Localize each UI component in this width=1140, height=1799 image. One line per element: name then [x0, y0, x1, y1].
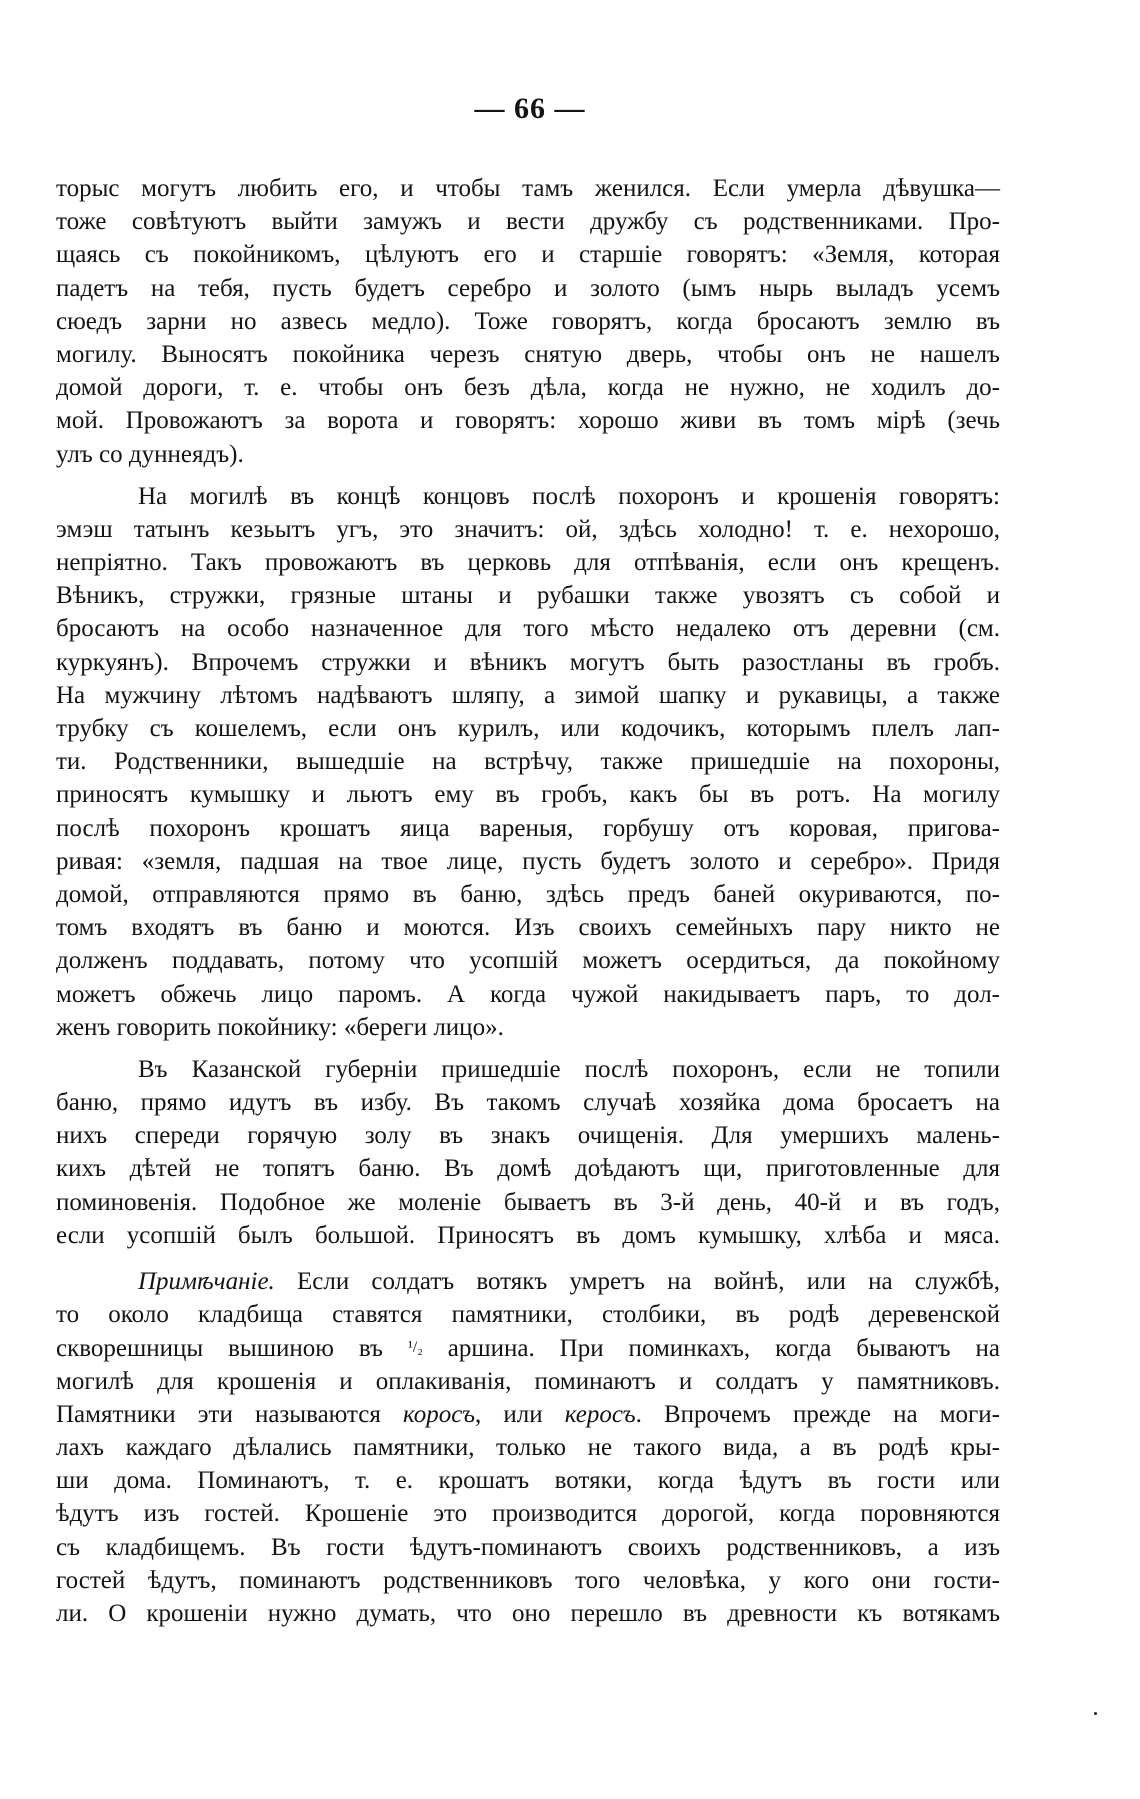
text-line: Въ Казанской губерніи пришедшіе послѣ похоронъ, если не топили [138, 1055, 1000, 1083]
text-line: женъ говорить покойнику: «береги лицо». [56, 1013, 504, 1041]
paragraph-gap [56, 1252, 1000, 1265]
text-line: падетъ на тебя, пусть будетъ серебро и золото (ымъ нырь выладъ усемъ [56, 274, 1000, 302]
text-fragment: скворешницы вышиною въ [56, 1335, 408, 1363]
text-line: ѣдутъ изъ гостей. Крошеніе это производится дорогой, когда поровняются [56, 1500, 1000, 1528]
text-line: если усопшій былъ большой. Приносятъ въ домъ кумышку, хлѣба и мяса. [56, 1221, 1000, 1249]
text-line: поминовенія. Подобное же моленіе бываетъ въ 3-й день, 40-й и въ годъ, [56, 1188, 1000, 1216]
text-line: лахъ каждаго дѣлались памятники, только не такого вида, а въ родѣ кры- [56, 1433, 1000, 1461]
text-line: сюедъ зарни но азвесь медло). Тоже говорятъ, когда бросаютъ землю въ [56, 307, 1000, 335]
text-line: можетъ обжечь лицо паромъ. А когда чужой накидываетъ паръ, то дол- [56, 980, 1000, 1008]
note-label: Примѣчаніе. [138, 1268, 275, 1295]
page-number: — 66 — [474, 92, 586, 125]
text-line: могилу. Выносятъ покойника черезъ снятую дверь, чтобы онъ не нашелъ [56, 340, 1000, 368]
text-line: долженъ поддавать, потому что усопшій можетъ осердиться, да покойному [56, 947, 1000, 975]
paragraph-gap [56, 1044, 1000, 1053]
text-line: домой дороги, т. е. чтобы онъ безъ дѣла, когда не нужно, не ходилъ до- [56, 374, 1000, 402]
text-line: Вѣникъ, стружки, грязные штаны и рубашки также увозятъ съ собой и [56, 582, 1000, 610]
note-text: Если солдатъ вотякъ умретъ на войнѣ, или на службѣ, [274, 1268, 1000, 1295]
text-line: кихъ дѣтей не топятъ баню. Въ домѣ доѣдаютъ щи, приготовленные для [56, 1155, 1000, 1183]
text-line: На мужчину лѣтомъ надѣваютъ шляпу, а зимой шапку и рукавицы, а также [56, 681, 1000, 709]
text-line: мой. Провожаютъ за ворота и говорятъ: хорошо живи въ томъ мірѣ (зечь [56, 407, 1000, 435]
text-line: ши дома. Поминаютъ, т. е. крошатъ вотяки, когда ѣдутъ въ гости или [56, 1467, 1000, 1495]
print-speck [1094, 1712, 1097, 1715]
text-line: гостей ѣдутъ, поминаютъ родственниковъ того человѣка, у кого они гости- [56, 1566, 1000, 1594]
text-fragment: аршина. При поминкахъ, когда бываютъ на [422, 1335, 1000, 1363]
text-line: тоже совѣтуютъ выйти замужъ и вести дружбу съ родственниками. Про- [56, 208, 1000, 236]
text-line: бросаютъ на особо назначенное для того мѣсто недалеко отъ деревни (см. [56, 615, 1000, 643]
text-fragment: . Впрочемъ прежде на моги- [635, 1400, 1000, 1428]
paragraph-2 [56, 480, 1000, 1044]
text-line: улъ со дуннеядъ). [56, 440, 244, 468]
paragraph-1 [56, 172, 1000, 471]
text-line: щаясь съ покойникомъ, цѣлуютъ его и старшіе говорятъ: «Земля, которая [56, 241, 1000, 269]
text-line: баню, прямо идутъ въ избу. Въ такомъ случаѣ хозяйка дома бросаетъ на [56, 1089, 1000, 1117]
text-line [56, 1265, 1000, 1298]
paragraph-gap [56, 471, 1000, 480]
text-line: нихъ спереди горячую золу въ знакъ очищенія. Для умершихъ малень- [56, 1122, 1000, 1150]
text-line: съ кладбищемъ. Въ гости ѣдутъ-поминаютъ своихъ родственниковъ, а изъ [56, 1533, 1000, 1561]
text-line: непріятно. Такъ провожаютъ въ церковь для отпѣванія, если онъ крещенъ. [56, 549, 1000, 577]
note-paragraph [56, 1265, 1000, 1630]
page-body-text [56, 172, 1000, 1630]
text-line [56, 1331, 1000, 1364]
text-line: ли. О крошеніи нужно думать, что оно перешло въ древности къ вотякамъ [56, 1599, 1000, 1627]
text-line: куркуянъ). Впрочемъ стружки и вѣникъ могутъ быть разостланы въ гробъ. [56, 648, 1000, 676]
fraction-half: ¹/₂ [407, 1339, 423, 1357]
text-line [56, 1398, 1000, 1431]
italic-term-koros: коросъ [402, 1400, 475, 1428]
text-line: приносятъ кумышку и льютъ ему въ гробъ, какъ бы въ ротъ. На могилу [56, 781, 1000, 809]
text-line: могилѣ для крошенія и оплакиванія, поминаютъ и солдатъ у памятниковъ. [56, 1367, 1000, 1395]
text-line: эмэш татынъ кезьытъ угъ, это значитъ: ой, здѣсь холодно! т. е. нехорошо, [56, 515, 1000, 543]
text-line: ривая: «земля, падшая на твое лице, пусть будетъ золото и серебро». Придя [56, 847, 1000, 875]
text-line: томъ входятъ въ баню и моются. Изъ своихъ семейныхъ пару никто не [56, 914, 1000, 942]
text-fragment: Памятники эти называются [56, 1400, 403, 1428]
paragraph-3 [56, 1053, 1000, 1252]
text-line: послѣ похоронъ крошатъ яица вареныя, горбушу отъ коровая, пригова- [56, 814, 1000, 842]
text-fragment: , или [474, 1400, 565, 1428]
text-line: торыс могутъ любить его, и чтобы тамъ женился. Если умерла дѣвушка— [56, 175, 1000, 202]
text-line: трубку съ кошелемъ, если онъ курилъ, или кодочикъ, которымъ плелъ лап- [56, 715, 1000, 742]
italic-term-keros: керосъ [564, 1400, 636, 1428]
text-line: ти. Родственники, вышедшіе на встрѣчу, также пришедшіе на похороны, [56, 748, 1000, 776]
text-line: то около кладбища ставятся памятники, столбики, въ родѣ деревенской [56, 1301, 1000, 1329]
text-line: На могилѣ въ концѣ концовъ послѣ похоронъ и крошенія говорятъ: [138, 482, 1000, 510]
text-line: домой, отправляются прямо въ баню, здѣсь предъ баней окуриваются, по- [56, 880, 1000, 908]
